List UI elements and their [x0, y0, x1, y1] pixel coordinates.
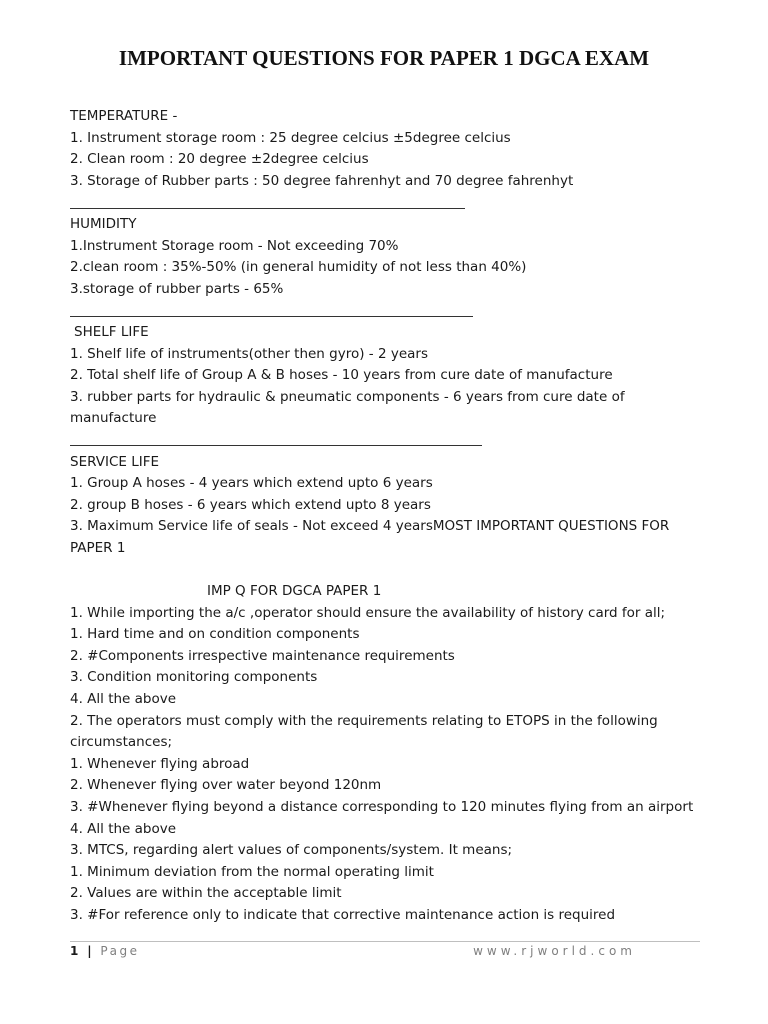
text-line: 3. rubber parts for hydraulic & pneumatic components - 6 years from cure date of	[70, 388, 625, 405]
question-line: 3. Condition monitoring components	[70, 669, 318, 686]
footer-divider	[70, 941, 700, 942]
divider-rule	[70, 445, 482, 446]
text-line: 3.storage of rubber parts - 65%	[70, 280, 284, 297]
text-line: PAPER 1	[70, 539, 126, 556]
text-line: 2. Clean room : 20 degree ±2degree celcius	[70, 151, 369, 168]
section-heading-service-life: SERVICE LIFE	[70, 453, 160, 470]
text-line: 1. Instrument storage room : 25 degree celcius ±5degree celcius	[70, 129, 511, 146]
question-line: 1. Minimum deviation from the normal operating limit	[70, 863, 434, 880]
section-divider	[70, 192, 710, 214]
question-line: 1. While importing the a/c ,operator should ensure the availability of history card for all;	[70, 604, 666, 621]
question-line: 2. Values are within the acceptable limit	[70, 885, 342, 902]
footer-page-label	[70, 944, 139, 958]
question-line: 3. #For reference only to indicate that corrective maintenance action is required	[70, 906, 616, 923]
question-line: circumstances;	[70, 734, 173, 751]
text-line: 3. Storage of Rubber parts : 50 degree fahrenhyt and 70 degree fahrenhyt	[70, 172, 574, 189]
section-heading-shelf-life: SHELF LIFE	[74, 323, 149, 340]
question-line: 1. Hard time and on condition components	[70, 626, 360, 643]
text-line: 2. Total shelf life of Group A & B hoses - 10 years from cure date of manufacture	[70, 367, 613, 384]
page-title: IMPORTANT QUESTIONS FOR PAPER 1 DGCA EXAM	[118, 46, 650, 70]
text-line: 2. group B hoses - 6 years which extend upto 8 years	[70, 496, 431, 513]
text-line: 1.Instrument Storage room - Not exceeding 70%	[70, 237, 399, 254]
section-heading-imp-q: IMP Q FOR DGCA PAPER 1	[207, 583, 382, 600]
question-line: 2. #Components irrespective maintenance requirements	[70, 647, 455, 664]
section-divider	[70, 300, 710, 322]
question-line: 3. #Whenever flying beyond a distance corresponding to 120 minutes flying from an airport	[70, 799, 694, 815]
question-line: 4. All the above	[70, 691, 177, 708]
text-line: 2.clean room : 35%-50% (in general humidity of not less than 40%)	[70, 259, 527, 276]
section-heading-humidity: HUMIDITY	[70, 215, 137, 232]
divider-rule	[70, 208, 465, 209]
question-line: 4. All the above	[70, 820, 177, 837]
document-body	[70, 106, 710, 927]
text-line: 3. Maximum Service life of seals - Not exceed 4 yearsMOST IMPORTANT QUESTIONS FOR	[70, 518, 670, 535]
question-line: 2. Whenever flying over water beyond 120nm	[70, 777, 382, 794]
footer-separator: |	[87, 944, 95, 958]
section-divider	[70, 430, 710, 452]
question-line: 1. Whenever flying abroad	[70, 755, 250, 772]
page-number: 1	[70, 944, 81, 958]
text-line: 1. Shelf life of instruments(other then gyro) - 2 years	[70, 345, 428, 362]
section-heading-temperature: TEMPERATURE -	[70, 108, 178, 124]
divider-rule	[70, 316, 473, 317]
text-line: 1. Group A hoses - 4 years which extend upto 6 years	[70, 475, 433, 492]
footer-website: www.rjworld.com	[473, 944, 636, 958]
page-word: Page	[100, 944, 140, 958]
question-line: 2. The operators must comply with the requirements relating to ETOPS in the following	[70, 712, 658, 729]
text-line: manufacture	[70, 410, 157, 427]
blank-line	[70, 559, 710, 581]
question-line: 3. MTCS, regarding alert values of components/system. It means;	[70, 842, 513, 859]
